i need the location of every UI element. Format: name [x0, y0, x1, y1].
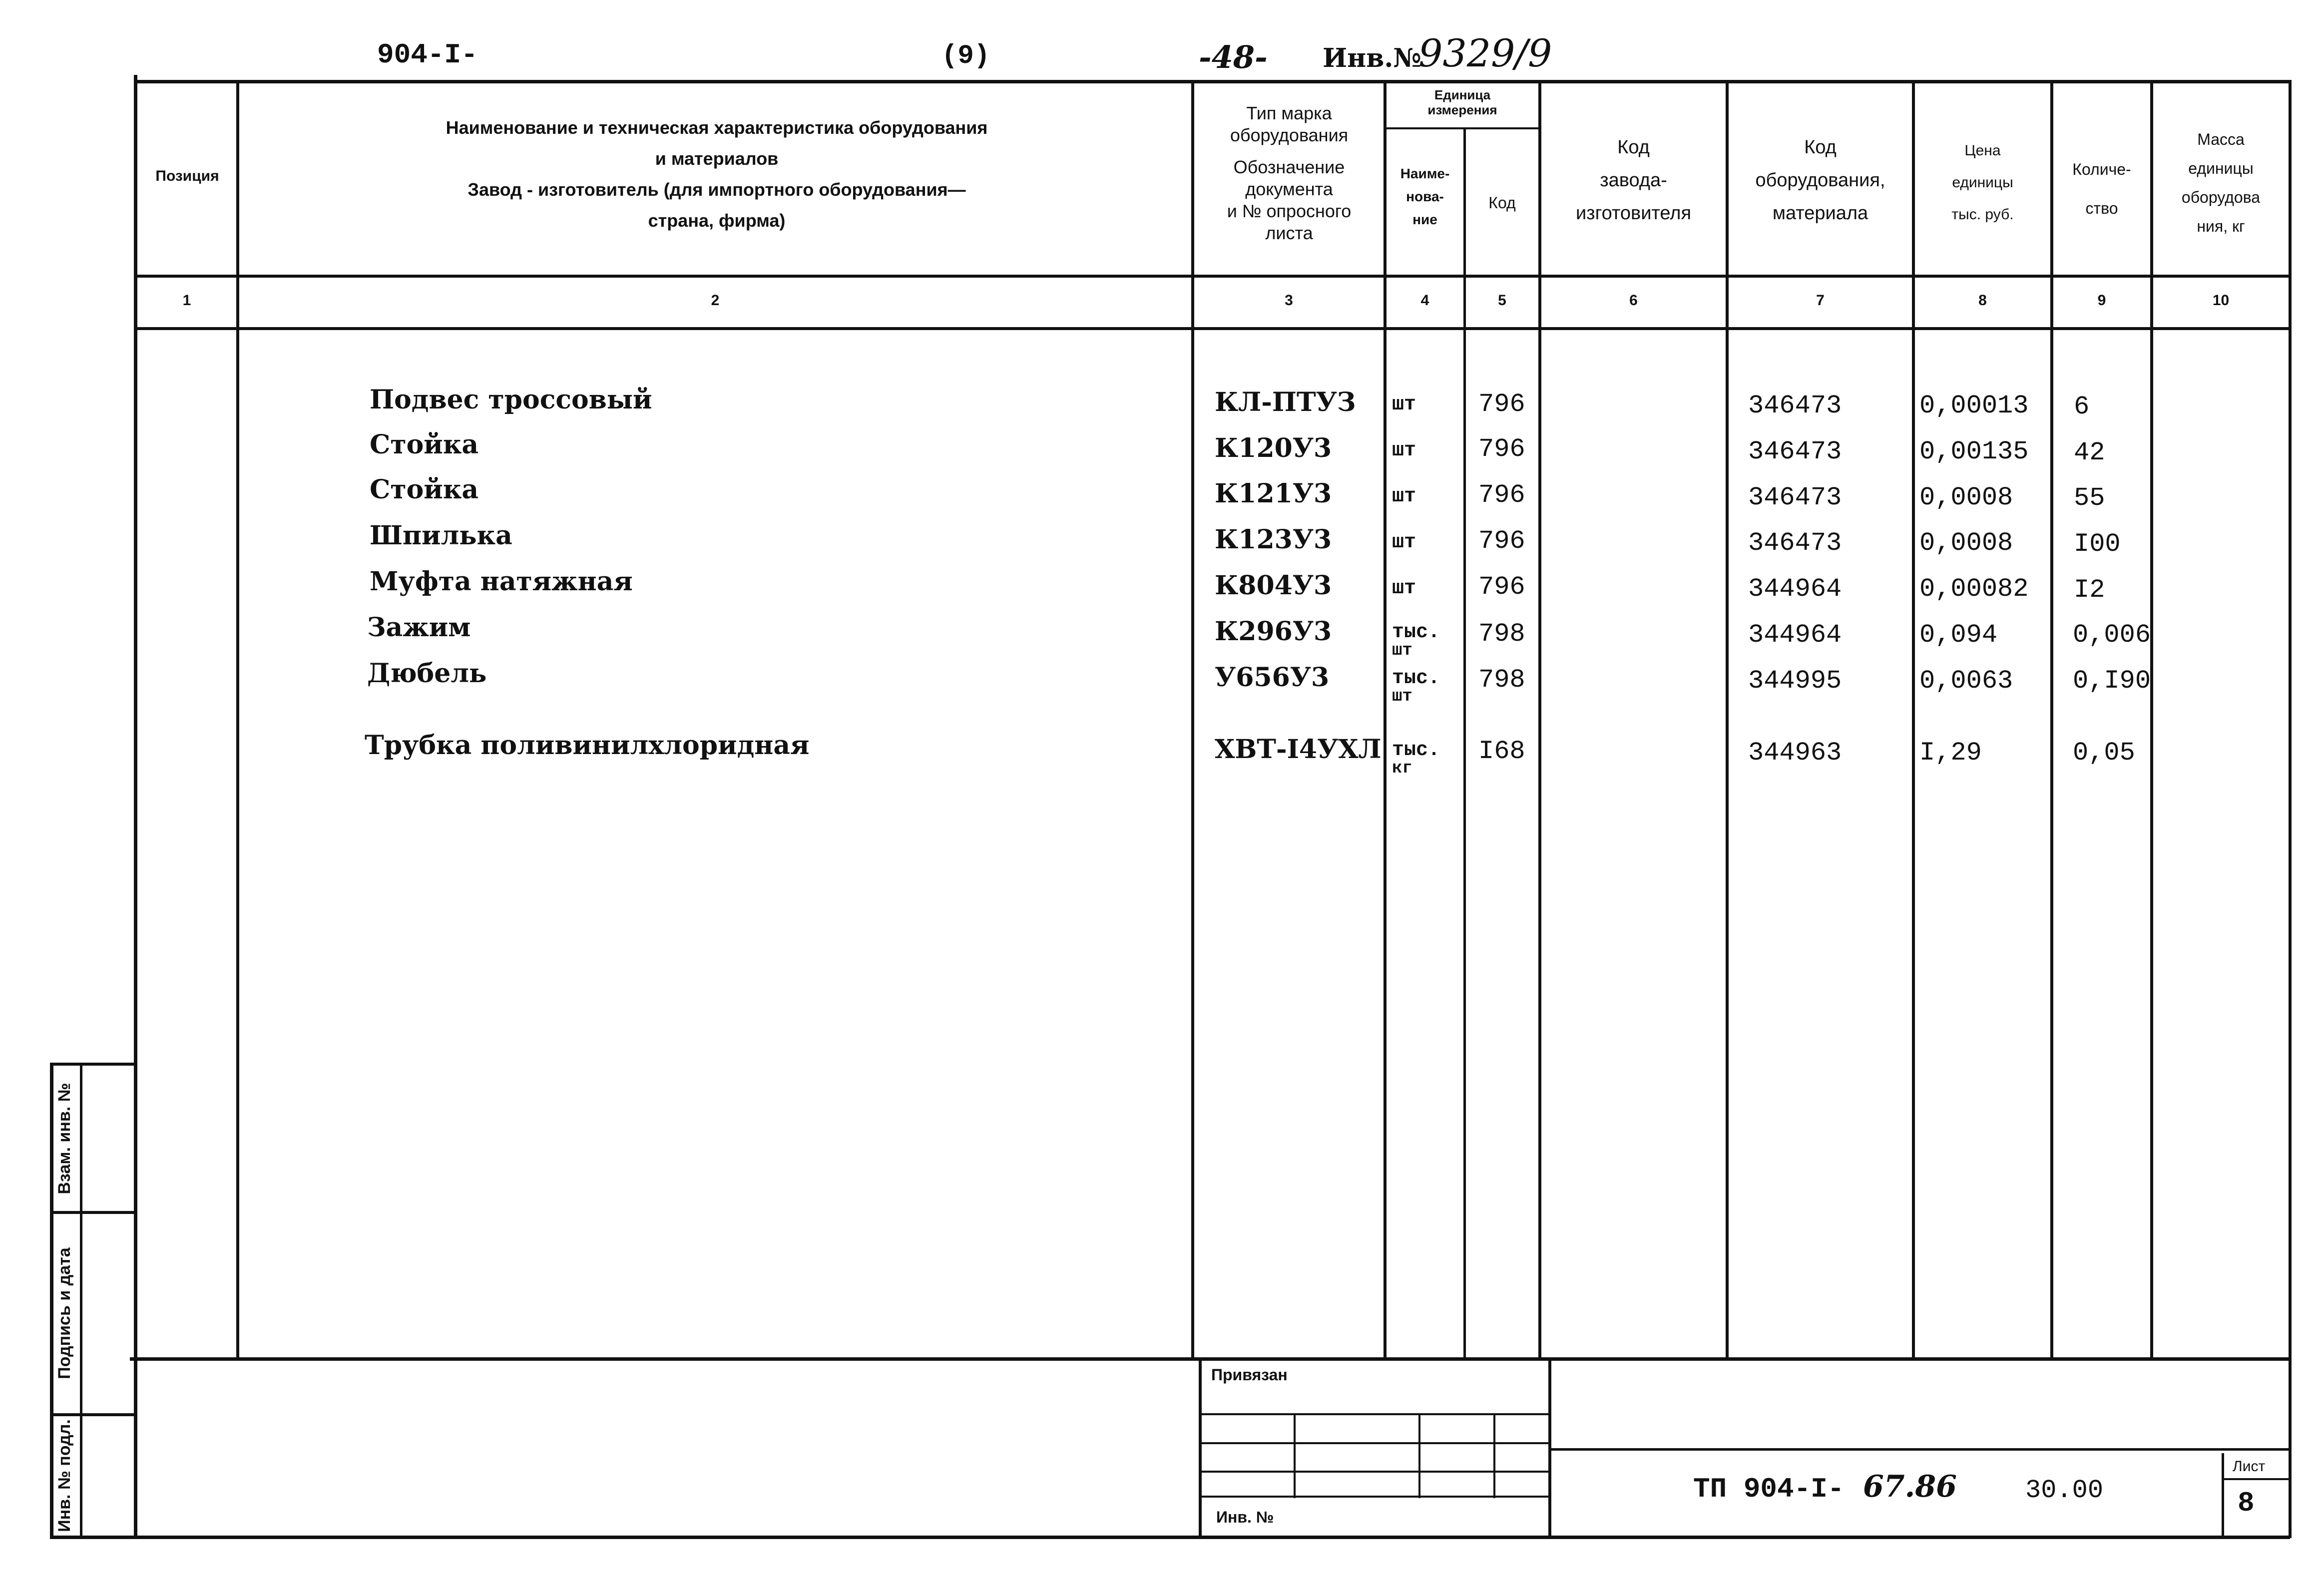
- row-5-type: К804У3: [1215, 570, 1332, 601]
- header-material-code-line-2: оборудования,: [1755, 170, 1885, 191]
- row-2-material: 346473: [1748, 437, 1842, 466]
- table-top-border: [135, 80, 2292, 83]
- row-1-price: 0,00013: [1919, 391, 2029, 420]
- header-factory-code-line-3: изготовителя: [1575, 203, 1692, 224]
- unit-group-line: [1384, 127, 1538, 129]
- stamp-designation-line: [1551, 1448, 2290, 1451]
- header-mass-line-4: ния, кг: [2197, 217, 2245, 235]
- row-3-name: Стойка: [370, 474, 479, 505]
- row-6-unit: тыс.: [1392, 621, 1440, 644]
- col-divider-3: [1384, 80, 1387, 1358]
- row-3-price: 0,0008: [1919, 483, 2013, 512]
- header-price-line-2: единицы: [1952, 174, 2013, 191]
- row-3-qty: 55: [2074, 483, 2105, 513]
- header-quantity: [2053, 150, 2150, 228]
- header-price: [1915, 135, 2050, 231]
- row-2-type: К120У3: [1215, 433, 1332, 463]
- header-unit-name-line-2: нова-: [1406, 189, 1444, 204]
- header-unit-group: [1387, 87, 1538, 117]
- doc-designation-handwritten: 67.86: [1863, 1469, 1957, 1504]
- header-material-code: [1729, 131, 1912, 230]
- stamp-grid-line-2: [1201, 1442, 1548, 1444]
- row-4-material: 346473: [1748, 528, 1842, 558]
- sheet-box-line: [2222, 1478, 2290, 1480]
- row-4-code: 796: [1478, 526, 1525, 556]
- header-factory-code-line-2: завода-: [1600, 170, 1667, 191]
- row-7-unit-2: шт: [1392, 687, 1412, 706]
- side-label-vzam-inv: Взам. инв. №: [55, 1083, 74, 1194]
- stamp-grid-vline-2: [1418, 1413, 1420, 1498]
- col-divider-4: [1463, 127, 1466, 1358]
- header-name-line-3: Завод - изготовитель (для импортного оборудования—: [467, 179, 966, 200]
- header-type-line-4: документа: [1245, 179, 1333, 199]
- stamp-linked-label: Привязан: [1211, 1366, 1288, 1384]
- row-7-material: 344995: [1748, 666, 1842, 696]
- header-bottom-line: [135, 275, 2292, 278]
- doc-designation-suffix: 30.00: [2025, 1476, 2104, 1505]
- row-8-material: 344963: [1748, 738, 1842, 768]
- row-7-name: Дюбель: [367, 658, 487, 689]
- sheet-value: 8: [2238, 1487, 2255, 1519]
- col-divider-9: [2150, 80, 2153, 1358]
- row-1-code: 796: [1478, 390, 1525, 419]
- col-divider-8: [2050, 80, 2053, 1358]
- col-divider-6: [1726, 80, 1729, 1358]
- inventory-number: 9329/9: [1418, 31, 1552, 75]
- row-5-price: 0,00082: [1919, 574, 2029, 604]
- row-1-material: 346473: [1748, 391, 1842, 420]
- row-2-code: 796: [1478, 434, 1525, 464]
- row-1-unit: шт: [1392, 394, 1416, 416]
- row-6-unit-2: шт: [1392, 641, 1412, 660]
- header-quantity-line-1: Количе-: [2072, 160, 2131, 178]
- col-number-10: 10: [2212, 292, 2230, 309]
- side-stamp-left-border: [50, 1064, 53, 1538]
- row-5-name: Муфта натяжная: [370, 566, 633, 597]
- sheet-box-divider: [2222, 1453, 2224, 1537]
- header-type-line-5: и № опросного: [1227, 201, 1352, 221]
- row-5-code: 796: [1478, 572, 1525, 602]
- sheet-number: -48-: [1199, 39, 1268, 75]
- number-row-bottom-line: [135, 327, 2292, 330]
- page-number: (9): [941, 41, 990, 71]
- row-4-unit: шт: [1392, 531, 1416, 554]
- row-3-unit: шт: [1392, 485, 1416, 508]
- col-number-6: 6: [1629, 292, 1638, 309]
- row-1-type: КЛ-ПТУЗ: [1215, 387, 1356, 417]
- header-type: [1195, 102, 1384, 244]
- row-7-price: 0,0063: [1919, 666, 2013, 696]
- stamp-left-divider: [1199, 1359, 1202, 1537]
- side-stamp-inner-border: [80, 1064, 82, 1538]
- inventory-label: Инв.№: [1323, 43, 1421, 73]
- sheet-label: Лист: [2233, 1458, 2266, 1475]
- header-factory-code-line-1: Код: [1617, 137, 1650, 158]
- col-divider-7: [1912, 80, 1915, 1358]
- header-price-line-3: тыс. руб.: [1951, 206, 2014, 223]
- row-6-material: 344964: [1748, 620, 1842, 650]
- header-unit-group-line-2: измерения: [1427, 102, 1497, 117]
- row-2-price: 0,00135: [1919, 437, 2029, 466]
- header-position: Позиция: [155, 168, 219, 184]
- row-2-qty: 42: [2074, 438, 2105, 467]
- row-8-unit-2: кг: [1392, 759, 1412, 778]
- row-8-price: I,29: [1919, 738, 1982, 768]
- row-8-qty: 0,05: [2073, 738, 2135, 768]
- header-name-line-4: страна, фирма): [648, 210, 786, 231]
- col-divider-2: [1191, 80, 1194, 1358]
- row-2-unit: шт: [1392, 439, 1416, 462]
- row-8-code: I68: [1478, 737, 1525, 766]
- header-name: [245, 112, 1189, 236]
- header-type-line-6: листа: [1265, 223, 1313, 243]
- stamp-grid-line-4: [1201, 1496, 1548, 1498]
- row-7-qty: 0,I90: [2073, 666, 2151, 696]
- row-6-code: 798: [1478, 619, 1525, 649]
- stamp-grid-line-1: [1201, 1413, 1548, 1415]
- side-label-sign-date: Подпись и дата: [55, 1247, 74, 1379]
- header-mass: [2153, 125, 2289, 241]
- table-bottom-line: [130, 1357, 2290, 1361]
- header-unit-code: Код: [1488, 194, 1516, 212]
- row-6-type: К296У3: [1215, 616, 1332, 647]
- stamp-inventory-label: Инв. №: [1216, 1508, 1274, 1526]
- col-divider-5: [1538, 80, 1541, 1358]
- row-8-type: ХВТ-I4УХЛ: [1215, 734, 1382, 765]
- header-mass-line-1: Масса: [2197, 130, 2245, 148]
- header-name-line-2: и материалов: [655, 148, 779, 169]
- header-type-line-3: Обозначение: [1233, 157, 1345, 177]
- row-4-type: К123У3: [1215, 524, 1332, 555]
- stamp-grid-line-3: [1201, 1471, 1548, 1473]
- col-number-4: 4: [1420, 292, 1429, 309]
- row-7-code: 798: [1478, 665, 1525, 695]
- col-number-5: 5: [1498, 292, 1506, 309]
- header-type-line-1: Тип марка: [1246, 103, 1332, 123]
- row-3-code: 796: [1478, 480, 1525, 510]
- header-unit-name-line-3: ние: [1412, 212, 1437, 227]
- col-number-1: 1: [182, 292, 191, 309]
- row-4-qty: I00: [2074, 529, 2121, 559]
- header-unit-group-line-1: Единица: [1434, 87, 1491, 102]
- col-number-3: 3: [1285, 292, 1293, 309]
- table-left-border: [134, 75, 137, 1538]
- header-mass-line-2: единицы: [2188, 159, 2254, 177]
- row-3-type: К121У3: [1215, 478, 1332, 509]
- row-7-type: У656У3: [1215, 662, 1330, 693]
- stamp-grid-vline-1: [1294, 1413, 1296, 1498]
- header-name-line-1: Наименование и техническая характеристика оборудования: [446, 117, 988, 138]
- row-1-name: Подвес троссовый: [370, 385, 652, 415]
- col-number-9: 9: [2097, 292, 2106, 309]
- row-5-qty: I2: [2074, 575, 2105, 605]
- doc-designation-prefix: ТП 904-I-: [1693, 1473, 1845, 1505]
- header-material-code-line-3: материала: [1772, 203, 1868, 224]
- col-divider-1: [236, 80, 239, 1358]
- col-number-7: 7: [1816, 292, 1825, 309]
- col-number-8: 8: [1978, 292, 1987, 309]
- row-3-material: 346473: [1748, 483, 1842, 512]
- row-6-name: Зажим: [367, 612, 471, 643]
- header-type-line-2: оборудования: [1230, 125, 1349, 145]
- row-7-unit: тыс.: [1392, 667, 1440, 690]
- side-label-inv-podl: Инв. № подл.: [55, 1419, 74, 1532]
- header-factory-code: [1541, 131, 1726, 230]
- row-5-material: 344964: [1748, 574, 1842, 604]
- row-5-unit: шт: [1392, 577, 1416, 600]
- series-number: 904-I-: [377, 39, 478, 71]
- row-6-price: 0,094: [1919, 620, 1998, 650]
- table-right-border: [2289, 80, 2292, 1538]
- row-1-qty: 6: [2074, 392, 2090, 421]
- stamp-grid-vline-3: [1493, 1413, 1495, 1498]
- col-number-2: 2: [711, 292, 720, 309]
- header-quantity-line-2: ство: [2085, 199, 2118, 217]
- row-8-unit: тыс.: [1392, 739, 1440, 762]
- header-price-line-1: Цена: [1964, 142, 2001, 159]
- header-mass-line-3: оборудова: [2181, 188, 2261, 206]
- row-4-price: 0,0008: [1919, 528, 2013, 558]
- row-4-name: Шпилька: [370, 520, 512, 551]
- header-unit-name-line-1: Наиме-: [1400, 166, 1450, 181]
- row-8-name: Трубка поливинилхлоридная: [365, 730, 810, 761]
- page-bottom-line: [50, 1536, 2290, 1539]
- header-unit-name: [1387, 162, 1463, 231]
- row-6-qty: 0,006: [2073, 620, 2151, 650]
- row-2-name: Стойка: [370, 429, 479, 460]
- header-material-code-line-1: Код: [1804, 137, 1837, 158]
